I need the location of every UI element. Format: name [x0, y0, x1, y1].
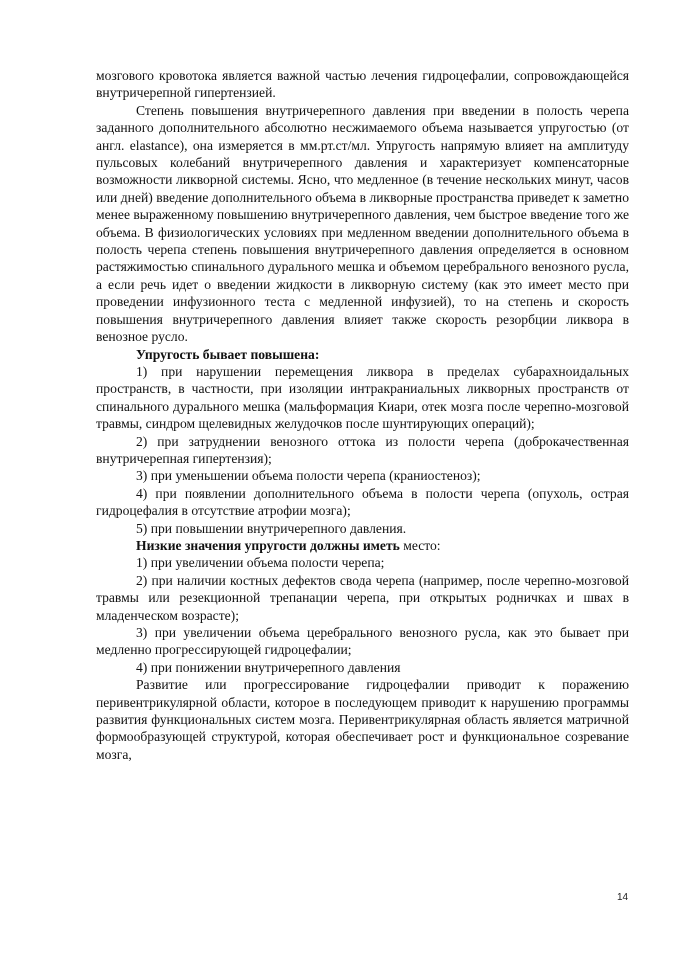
list-item: 4) при появлении дополнительного объема в полости черепа (опухоль, острая гидроцефалия в отсутствие атрофии мозга);: [96, 485, 629, 519]
section-heading-elevated: Упругость бывает повышена:: [136, 346, 320, 362]
list-item: 4) при понижении внутричерепного давления: [136, 659, 401, 675]
paragraph-closing: Развитие или прогрессирование гидроцефалии приводит к поражению перивентрикулярной области, которое в последующем приводит к нарушению программы развития функциональных систем мозга. Перивентрикулярная область является матричной формообразующей структурой, которая обеспечивает рост и функциональное созревание мозга,: [96, 677, 629, 762]
section-heading-low-bold: Низкие значения упругости должны иметь: [136, 537, 400, 553]
section-heading-low-tail: место:: [399, 537, 441, 553]
paragraph-elastance-definition: Степень повышения внутричерепного давления при введении в полость черепа заданного дополнительного абсолютно несжимаемого объема называется упругостью (от англ. elastance), она измеряется в мм.рт.ст/мл. Упругость напрямую влияет на амплитуду пульсовых колебаний внутричерепного давления и характеризует компенсаторные возможности ликворной системы. Ясно, что медленное (в течение нескольких минут, часов или дней) введение дополнительного объема в ликворные пространства приведет к заметно менее выраженному повышению внутричерепного давления, чем быстрое введение того же объема. В физиологических условиях при медленном введении дополнительного объема в полость черепа степень повышения внутричерепного давления определяется в основном растяжимостью спинального дурального мешка и объемом церебрального венозного русла, а если речь идет о введении жидкости в ликворную систему (как это имеет место при проведении инфузионного теста с медленной инфузией), то на степень и скорость повышения внутричерепного давления влияет также скорость резорбции ликвора в венозное русло.: [96, 102, 629, 345]
list-item: 5) при повышении внутричерепного давления.: [136, 520, 407, 536]
list-item: 1) при увеличении объема полости черепа;: [136, 555, 385, 571]
page-number: 14: [617, 892, 629, 903]
list-item: 3) при увеличении объема церебрального венозного русла, как это бывает при медленно прогрессирующей гидроцефалии;: [96, 625, 629, 658]
list-item: 2) при затруднении венозного оттока из полости черепа (доброкачественная внутричерепная гипертензия);: [96, 433, 629, 466]
document-body: [96, 67, 629, 763]
list-item: 2) при наличии костных дефектов свода черепа (например, после черепно-мозговой травмы или резекционной трепанации черепа, при открытых родничках и швах в младенческом возрасте);: [96, 572, 629, 623]
list-item: 3) при уменьшении объема полости черепа (краниостеноз);: [136, 468, 481, 484]
paragraph-continuation: мозгового кровотока является важной частью лечения гидроцефалии, сопровождающейся внутричерепной гипертензией.: [96, 68, 629, 101]
list-item: 1) при нарушении перемещения ликвора в пределах субарахноидальных пространств, в частности, при изоляции интракраниальных ликворных пространств от спинального дурального мешка (мальформация Киари, отек мозга после черепно-мозговой травмы, синдром щелевидных желудочков после шунтирующих операций);: [96, 363, 629, 432]
section-heading-low: [96, 537, 629, 554]
